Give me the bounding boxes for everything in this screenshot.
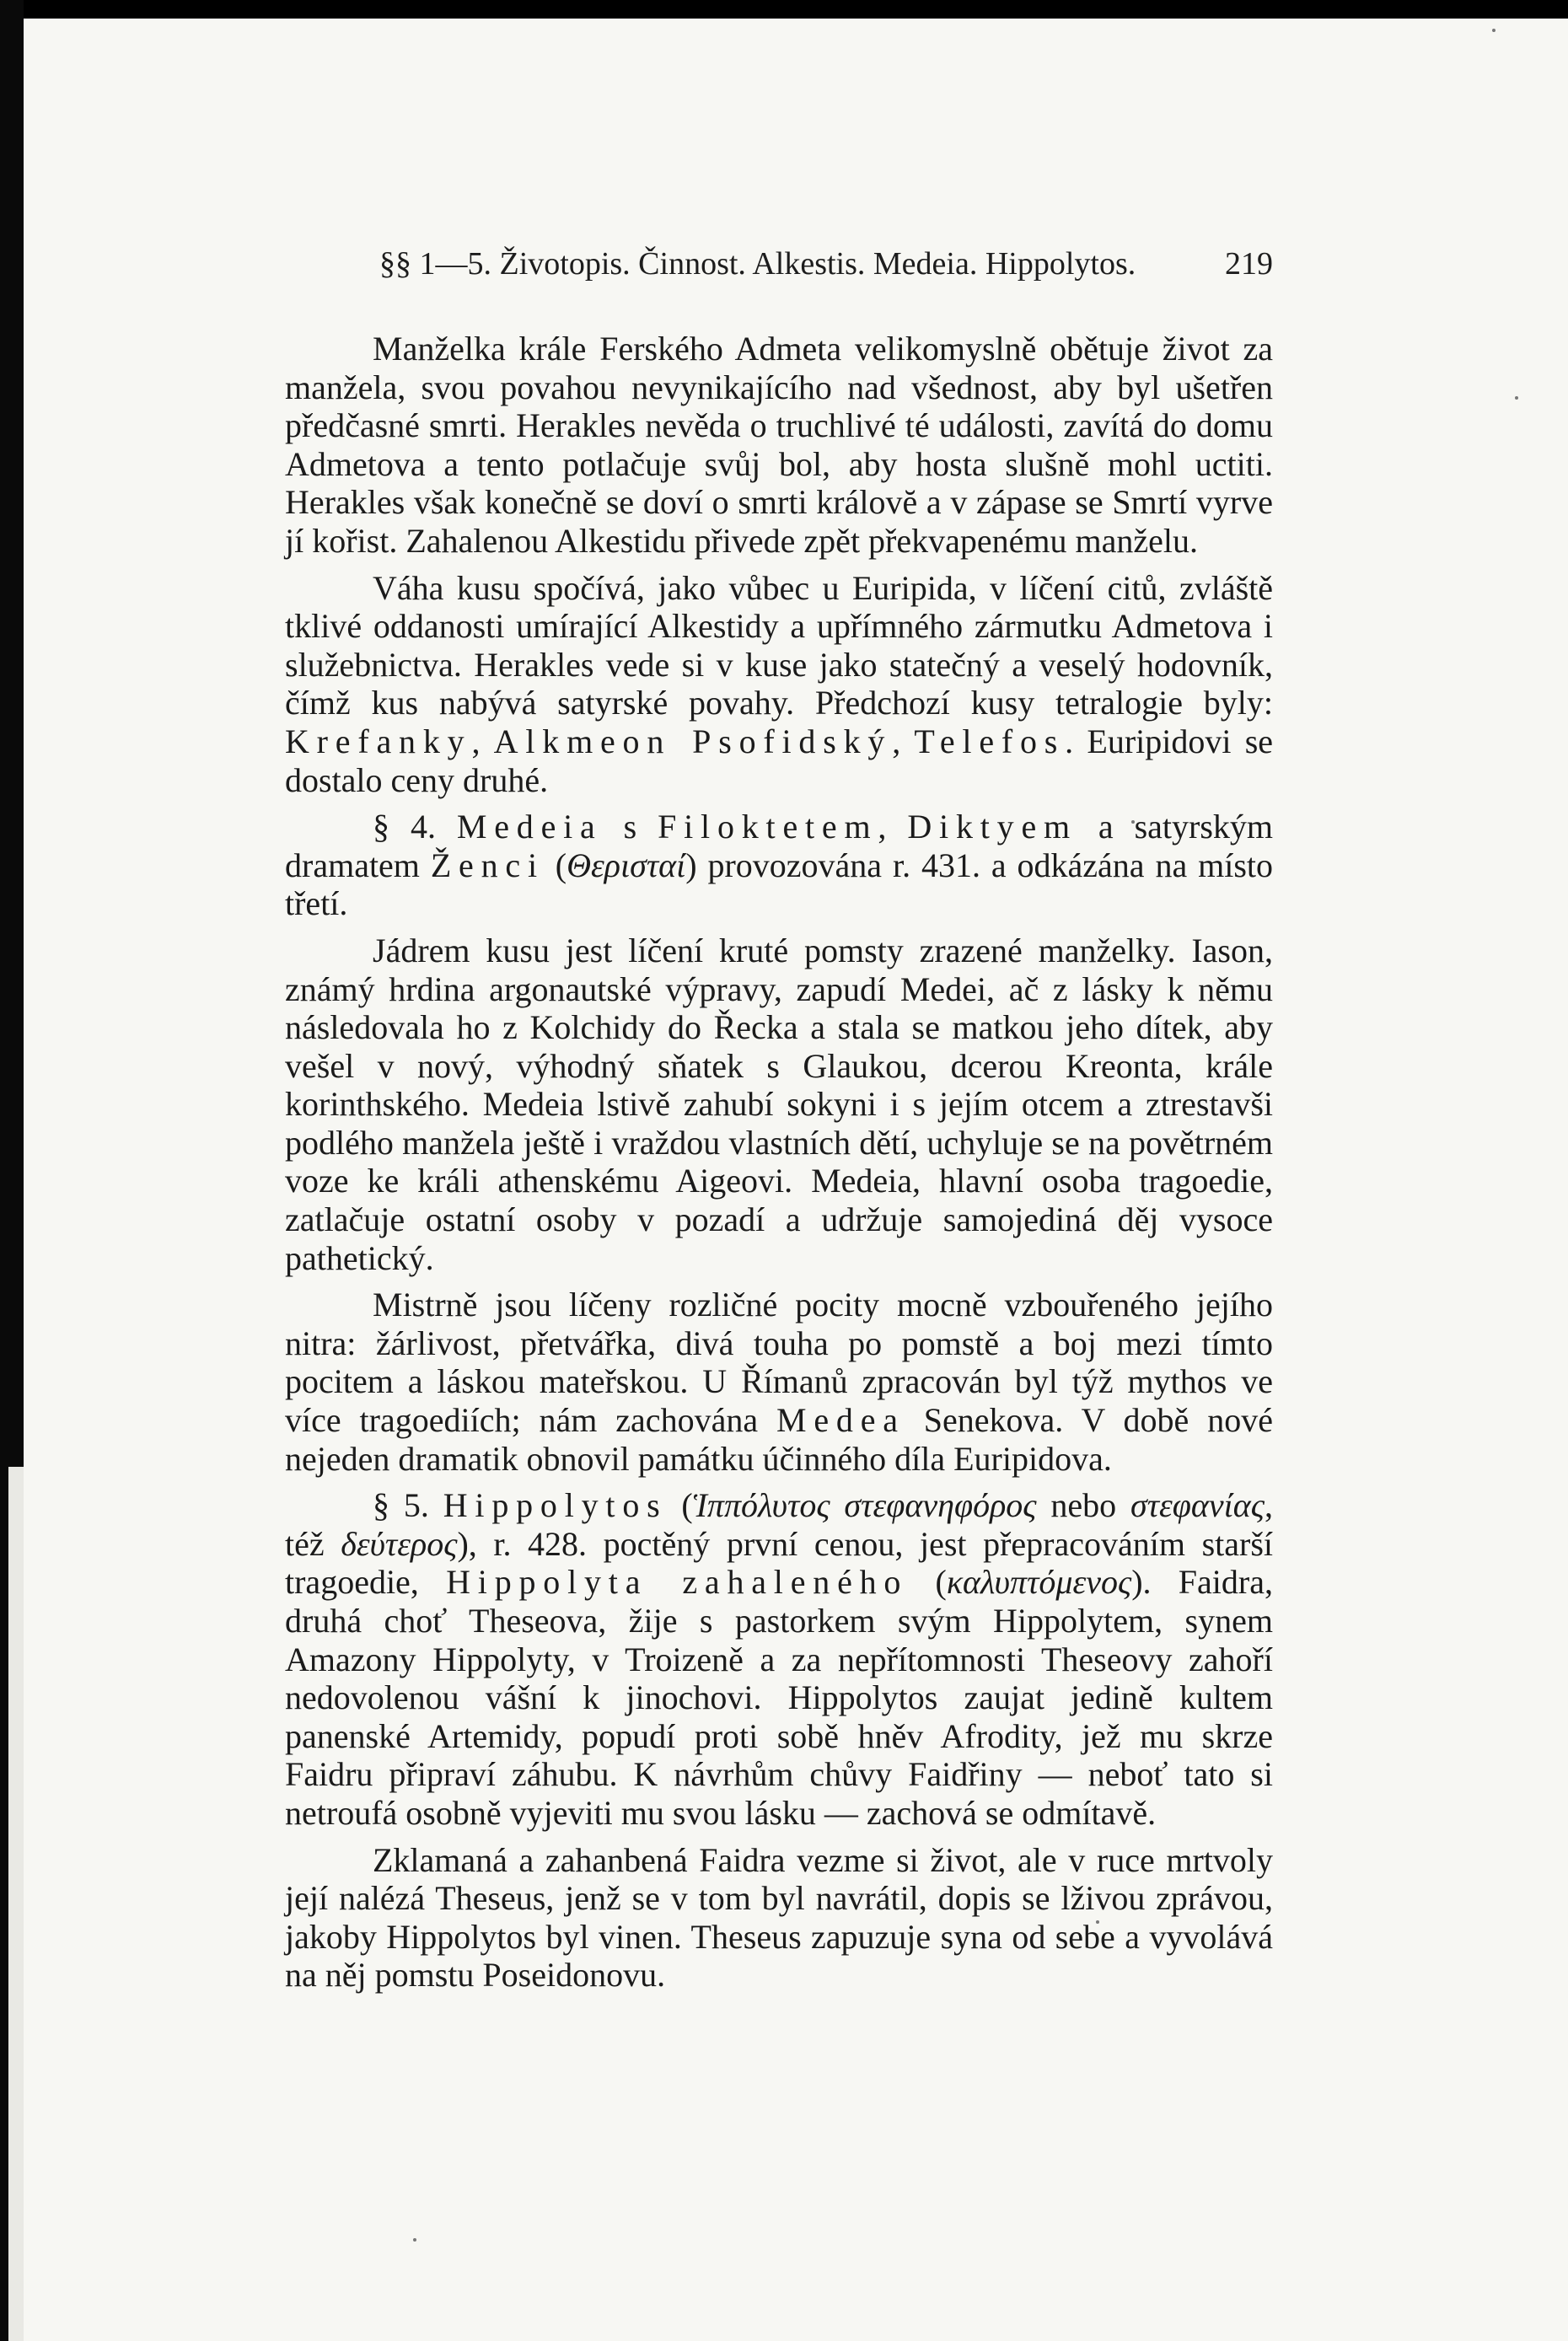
play-title-medeia: Medeia xyxy=(456,808,603,846)
page-number: 219 xyxy=(1225,246,1273,282)
greek-title-deuteros: δεύτερος xyxy=(341,1524,458,1563)
greek-title-theristai: Θερισταί xyxy=(567,846,686,884)
paragraph-hippolytos-ending: Zklamaná a zahanbená Faidra vezme si život, ale v ruce mrtvoly její nalézá Theseus, jenž se v tom byl navrátil, dopis se lživou zprávou, jakoby Hippolytos byl vinen. Theseus zapuzuje syna od sebe a vyvolává na něj pomstu Poseidonovu. xyxy=(285,1840,1273,1995)
play-title-medea-seneca: Medea xyxy=(776,1401,905,1440)
play-title-zenci: Ženci xyxy=(430,846,545,884)
paragraph-medeia-plot: Jádrem kusu jest líčení kruté pomsty zrazené manželky. Iason, známý hrdina argonautské výpravy, zapudí Medei, ač z lásky k němu následovala ho z Kolchidy do Řecka a stala se matkou jeho dítek, aby vešel v nový, výhodný sňatek s Glaukou, dcerou Kreonta, krále korinthského. Medeia lstivě zahubí sokyni i s jejím otcem a ztrestavši podlého manžela ještě i vraždou vlastních dětí, uchyluje se na povětrném voze ke králi athenskému Aigeovi. Medeia, hlavní osoba tragoedie, zatlačuje ostatní osoby v pozadí a udržuje samojediná děj vysoce pathetický. xyxy=(285,931,1273,1277)
section-marker: § 4. xyxy=(373,808,457,846)
running-head-title: §§ 1—5. Životopis. Činnost. Alkestis. Medeia. Hippolytos. xyxy=(379,246,1136,282)
play-title-telefos: Telefos xyxy=(914,722,1066,760)
play-title-hippolytos-zahaleny: Hippolyta zahaleného xyxy=(446,1563,909,1602)
paragraph-medeia-analysis: Mistrně jsou líčeny rozličné pocity mocně vzbouřeného jejího nitra: žárlivost, přetvářka, divá touha po pomstě a boj mezi tímto pocitem a láskou mateřskou. U Římanů zpracován byl týž mythos ve více tragoediích; nám zachována Medea Senekova. V době nové nejeden dramatik obnovil památku účinného díla Euripidova. xyxy=(285,1286,1273,1478)
play-title-kretanky: Krefanky xyxy=(285,722,472,760)
paragraph-alkestis-plot: Manželka krále Ferského Admeta velikomyslně obětuje život za manžela, svou povahou nevynikajícího nad všednost, aby byl ušetřen předčasné smrti. Herakles nevěda o truchlivé té události, zavítá do domu Admetova a tento potlačuje svůj bol, aby hosta slušně mohl uctiti. Herakles však konečně se doví o smrti královĕ a v zápase se Smrtí vyrve jí kořist. Zahalenou Alkestidu přivede zpět překvapenému manželu. xyxy=(285,330,1273,560)
scan-speck xyxy=(413,2238,416,2242)
play-title-filoktetes: Filoktetem xyxy=(658,808,878,846)
scan-speck xyxy=(1492,29,1496,32)
paragraph-section-5: § 5. Hippolytos (Ἱππόλυτος στεφανηφόρος nebo στεφανίας, též δεύτερος), r. 428. poctěný první cenou, jest přepracováním starší tragoedie, Hippolyta zahaleného (καλυπτόμενος). Faidra, druhá choť Theseova, žije s pastorkem svým Hippolytem, synem Amazony Hippolyty, v Troizeně a za nepřítomnosti Theseovy zahoří nedovolenou vášní k jinochovi. Hippolytos zaujat jedině kultem panenské Artemidy, popudí proti sobě hněv Afrodity, jež mu skrze Faidru připraví záhubu. K návrhům chůvy Faidřiny — neboť tato si netroufá osobně vyjeviti mu svou lásku — zachová se odmítavě. xyxy=(285,1486,1274,1832)
paragraph-alkestis-analysis: Váha kusu spočívá, jako vůbec u Euripida, v líčení citů, zvláště tklivé oddanosti umírající Alkestidy a upřímného zármutku Admetova i služebnictva. Herakles vede si v kuse jako statečný a veselý hodovník, čímž kus nabývá satyrské povahy. Předchozí kusy tetralogie byly: Krefanky, Alkmeon Psofidský, Telefos. Euripidovi se dostalo ceny druhé. xyxy=(285,568,1274,799)
greek-title-stefanias: στεφανίας xyxy=(1130,1486,1265,1525)
running-head xyxy=(379,243,1273,285)
play-title-diktys: Diktyem xyxy=(907,808,1077,846)
play-title-hippolytos: Hippolytos xyxy=(443,1486,668,1525)
section-marker: § 5. xyxy=(373,1486,443,1525)
scan-speck xyxy=(1515,396,1518,400)
play-title-alkmeon: Alkmeon Psofidský xyxy=(493,722,893,760)
greek-title-stefanefores: Ἱππόλυτος στεφανηφόρος xyxy=(692,1486,1037,1525)
paragraph-section-4: § 4. Medeia s Filoktetem, Diktyem a satyrským dramatem Ženci (Θερισταί) provozována r. 431. a odkázána na místo třetí. xyxy=(285,808,1274,923)
scan-left-edge-light xyxy=(8,1467,24,2341)
body-text xyxy=(285,330,1273,2003)
greek-title-kalyptomenos: καλυπτόμενος xyxy=(946,1563,1132,1602)
